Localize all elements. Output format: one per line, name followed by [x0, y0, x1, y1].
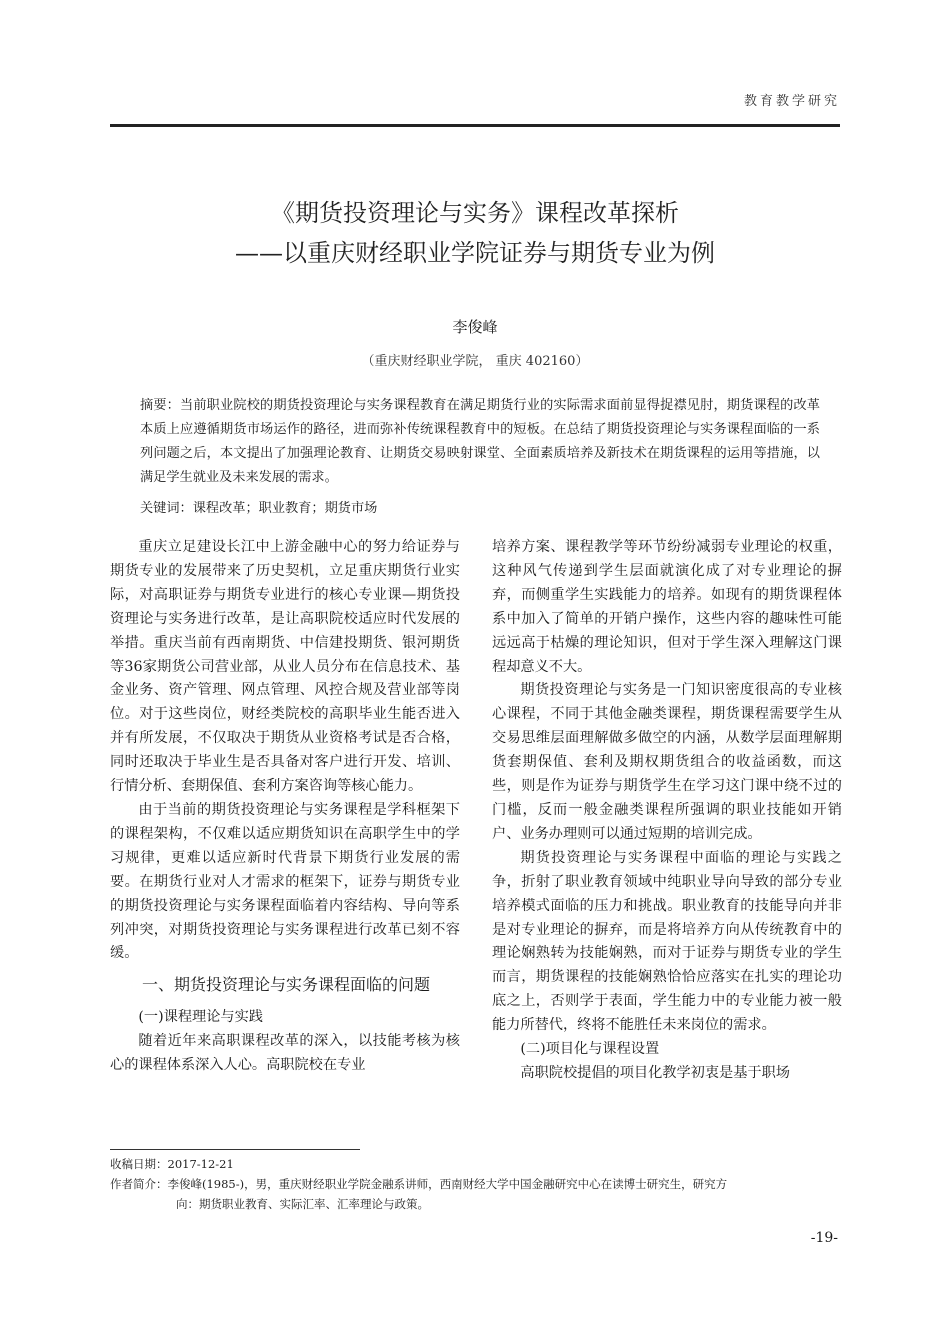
paragraph: 高职院校提倡的项目化教学初衷是基于职场	[520, 1064, 790, 1081]
article-title: 《期货投资理论与实务》课程改革探析	[271, 199, 679, 227]
keywords: 关键词：课程改革；职业教育；期货市场	[140, 501, 378, 516]
journal-section-label: 教育教学研究	[743, 94, 840, 109]
header-rule	[110, 124, 840, 127]
author-bio-line: 向：期货职业教育、实际汇率、汇率理论与政策。	[176, 1197, 429, 1211]
body-column-left	[110, 536, 460, 1078]
paragraph: 期货投资理论与实务课程中面临的理论与实践之争，折射了职业教育领域中纯职业导向导致的部分专业培养模式面临的压力和挑战。职业教育的技能导向并非是对专业理论的摒弃，而是将培养方向从传统教育中的理论娴熟转为技能娴熟，而对于证券与期货专业的学生而言，期货课程的技能娴熟恰恰应落实在扎实的理论功底之上，否则学于表面，学生能力中的专业能力被一般能力所替代，终将不能胜任未来岗位的需求。	[492, 849, 842, 1034]
paragraph: 随着近年来高职课程改革的深入，以技能考核为核心的课程体系深入人心。高职院校在专业	[110, 1033, 460, 1074]
author-bio	[110, 1174, 840, 1214]
author-affiliation: （重庆财经职业学院， 重庆 402160）	[361, 354, 589, 369]
section-heading: 一、期货投资理论与实务课程面临的问题	[142, 975, 431, 995]
author-name: 李俊峰	[452, 318, 498, 336]
article-subtitle: ——以重庆财经职业学院证券与期货专业为例	[235, 239, 715, 267]
page-number: -19-	[810, 1230, 838, 1246]
paragraph: 由于当前的期货投资理论与实务课程是学科框架下的课程架构，不仅难以适应期货知识在高职学生中的学习规律，更难以适应新时代背景下期货行业发展的需要。在期货行业对人才需求的框架下，证券与期货专业的期货投资理论与实务课程面临着内容结构、导向等系列冲突，对期货投资理论与实务课程进行改革已刻不容缓。	[110, 801, 460, 962]
subsection-heading: (一)课程理论与实践	[138, 1009, 263, 1026]
subsection-heading: (二)项目化与课程设置	[520, 1041, 660, 1058]
received-date: 收稿日期：2017-12-21	[110, 1157, 234, 1171]
paragraph: 培养方案、课程教学等环节纷纷减弱专业理论的权重，这种风气传递到学生层面就演化成了对专业理论的摒弃，而侧重学生实践能力的培养。如现有的期货课程体系中加入了简单的开销户操作，这些内容的趣味性可能远远高于枯燥的理论知识，但对于学生深入理解这门课程却意义不大。	[492, 539, 842, 675]
footnote-rule	[110, 1149, 360, 1150]
paragraph: 重庆立足建设长江中上游金融中心的努力给证券与期货专业的发展带来了历史契机，立足重庆期货行业实际，对高职证券与期货专业进行的核心专业课—期货投资理论与实务进行改革，是让高职院校适应时代发展的举措。重庆当前有西南期货、中信建投期货、银河期货等36家期货公司营业部，从业人员分布在信息技术、基金业务、资产管理、网点管理、风控合规及营业部等岗位。对于这些岗位，财经类院校的高职毕业生能否进入并有所发展，不仅取决于期货从业资格考试是否合格，同时还取决于毕业生是否具备对客户进行开发、培训、行情分析、套期保值、套利方案咨询等核心能力。	[110, 539, 460, 795]
paragraph: 期货投资理论与实务是一门知识密度很高的专业核心课程，不同于其他金融类课程，期货课程需要学生从交易思维层面理解做多做空的内涵，从数学层面理解期货套期保值、套利及期权期货组合的收益函数，而这些，则是作为证券与期货学生在学习这门课中绕不过的门槛，反而一般金融类课程所强调的职业技能如开销户、业务办理则可以通过短期的培训完成。	[492, 682, 842, 842]
author-bio-line: 作者简介：李俊峰(1985-)，男，重庆财经职业学院金融系讲师，西南财经大学中国金融研究中心在读博士研究生，研究方	[110, 1177, 728, 1191]
body-column-right	[492, 536, 842, 1086]
abstract: 摘要：当前职业院校的期货投资理论与实务课程教育在满足期货行业的实际需求面前显得捉襟见肘，期货课程的改革本质上应遵循期货市场运作的路径，进而弥补传统课程教育中的短板。在总结了期货投资理论与实务课程面临的一系列问题之后，本文提出了加强理论教育、让期货交易映射课堂、全面素质培养及新技术在期货课程的运用等措施，以满足学生就业及未来发展的需求。	[140, 398, 820, 485]
